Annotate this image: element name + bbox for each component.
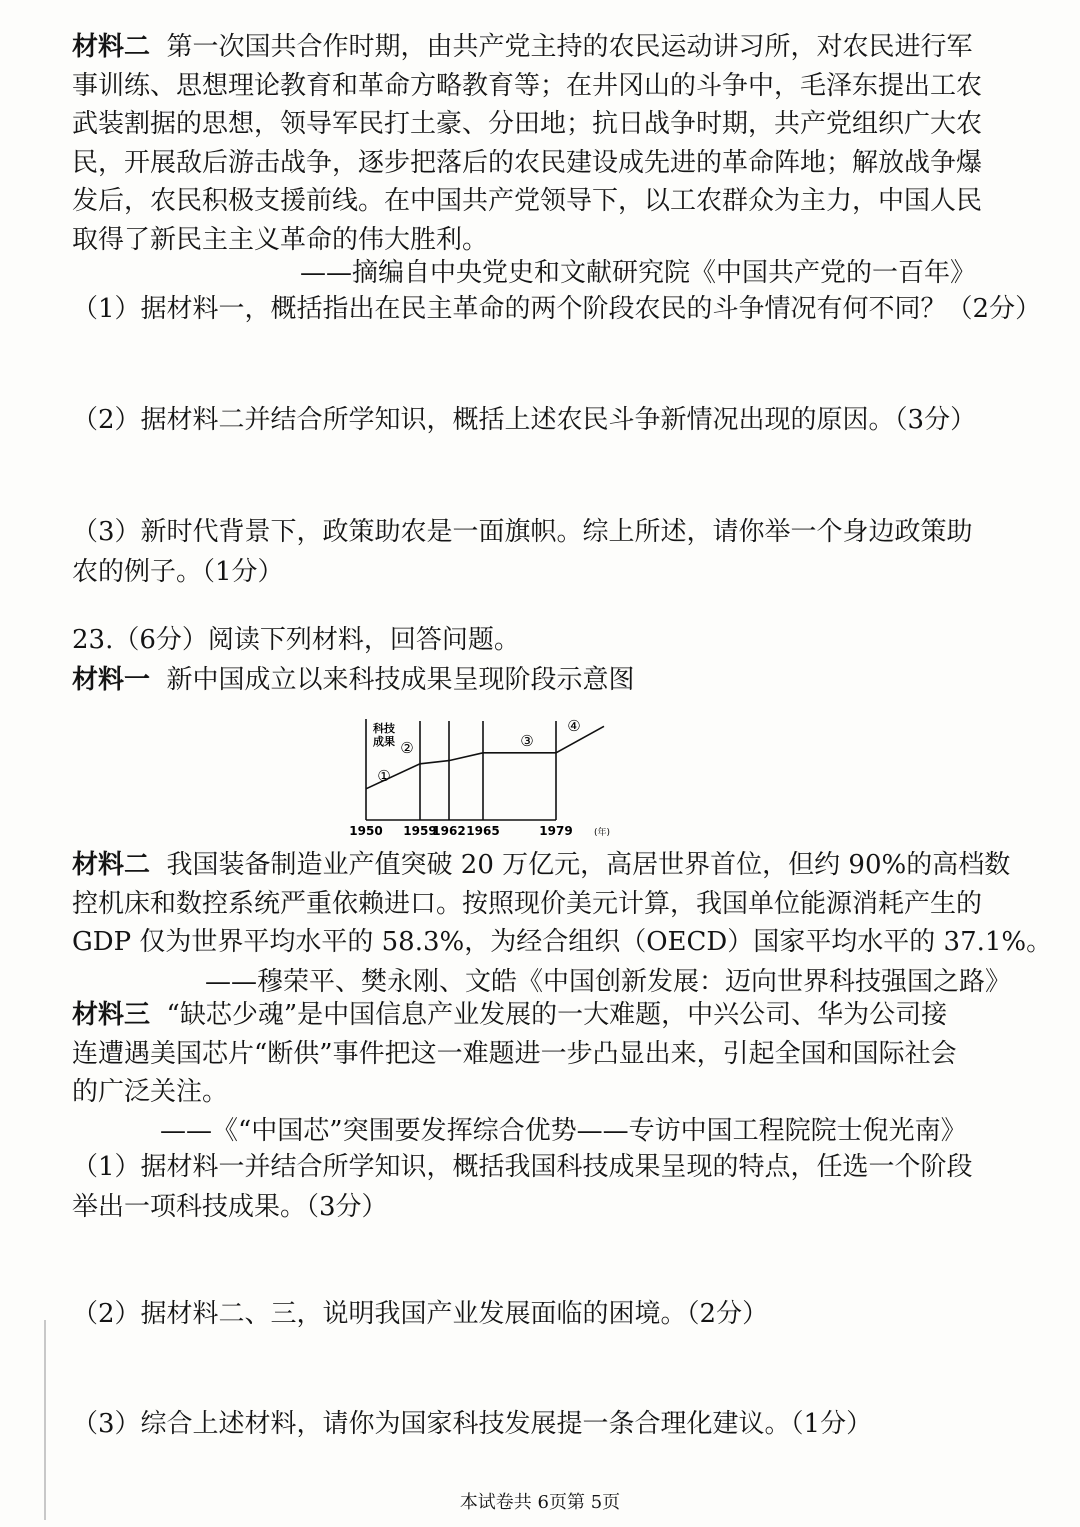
q23-question-1-line: 举出一项科技成果。（3分）: [72, 1192, 388, 1222]
chart-x-tick-label: 1965: [466, 824, 500, 838]
q23-material3-line: 连遭遇美国芯片“断供”事件把这一难题进一步凸显出来，引起全国和国际社会: [72, 1038, 957, 1069]
q22-material2-line: 第一次国共合作时期，由共产党主持的农民运动讲习所，对农民进行军: [166, 32, 973, 62]
chart-x-tick-label: 1979: [539, 824, 573, 838]
q23-material3-line: “缺芯少魂”是中国信息产业发展的一大难题，中兴公司、华为公司接: [166, 1000, 948, 1030]
q22-question-3-line: 农的例子。（1分）: [72, 557, 284, 587]
q23-material3-line: 的广泛关注。: [72, 1077, 229, 1107]
q22-question-2: （2）据材料二并结合所学知识，概括上述农民斗争新情况出现的原因。（3分）: [72, 405, 977, 435]
chart-series-line: [366, 726, 604, 789]
chart-x-tick-label: 1962: [432, 824, 466, 838]
q23-material2-line: 我国装备制造业产值突破 20 万亿元，高居世界首位，但约 90%的高档数: [166, 850, 1011, 880]
q23-material3: [72, 996, 1027, 1112]
q23-material2-label: 材料二: [72, 850, 151, 880]
q23-material2-line: 控机床和数控系统严重依赖进口。按照现价美元计算，我国单位能源消耗产生的: [72, 888, 983, 919]
chart-stage-label: ①: [377, 767, 391, 785]
q22-question-3-line: （3）新时代背景下，政策助农是一面旗帜。综上所述，请你举一个身边政策助: [72, 517, 973, 547]
q23-material1-label: 材料一: [72, 665, 151, 695]
q23-material2: [72, 846, 1053, 962]
q23-material3-source: ——《“中国芯”突围要发挥综合优势——专访中国工程院院士倪光南》: [160, 1116, 967, 1146]
q23-header: 23.（6分）阅读下列材料，回答问题。: [72, 625, 520, 655]
chart-ylabel-part: 成果: [373, 735, 395, 748]
tech-achievement-stage-chart: [322, 715, 622, 840]
page-footer: 本试卷共 6页第 5页: [459, 1492, 621, 1513]
q23-material1: [72, 660, 1032, 700]
q23-material2-line: GDP 仅为世界平均水平的 58.3%，为经合组织（OECD）国家平均水平的 37.1%。: [72, 927, 1053, 957]
q23-question-3: （3）综合上述材料，请你为国家科技发展提一条合理化建议。（1分）: [72, 1409, 873, 1439]
q22-material2-line: 武装割据的思想，领导军民打土豪、分田地；抗日战争时期，共产党组织广大农: [72, 109, 983, 139]
q23-material2-source: ——穆荣平、樊永刚、文皓《中国创新发展：迈向世界科技强国之路》: [205, 967, 1012, 997]
q22-material2-line: 发后，农民积极支援前线。在中国共产党领导下，以工农群众为主力，中国人民: [72, 186, 983, 216]
q22-material2-label: 材料二: [72, 32, 151, 62]
q22-question-1: （1）据材料一，概括指出在民主革命的两个阶段农民的斗争情况有何不同？（2分）: [72, 294, 1042, 324]
q22-material2: [72, 28, 1027, 259]
chart-x-tick-label: 1959: [403, 824, 437, 838]
chart-stage-label: ③: [520, 732, 534, 750]
chart-stage-label: ④: [567, 717, 581, 735]
q22-material2-line: 事训练、思想理论教育和革命方略教育等；在井冈山的斗争中，毛泽东提出工农: [72, 70, 983, 101]
chart-ylabel-part: 科技: [373, 722, 395, 735]
chart-x-unit: (年): [593, 828, 611, 838]
q23-material1-title: 新中国成立以来科技成果呈现阶段示意图: [166, 665, 635, 695]
q22-material2-line: 民，开展敌后游击战争，逐步把落后的农民建设成先进的革命阵地；解放战争爆: [72, 147, 983, 178]
q22-material2-line: 取得了新民主主义革命的伟大胜利。: [72, 224, 489, 255]
q22-question-3: [72, 512, 1032, 592]
chart-stage-label: ②: [400, 739, 414, 757]
chart-marks: [366, 726, 604, 789]
q22-material2-source: ——摘编自中央党史和文献研究院《中国共产党的一百年》: [300, 258, 977, 288]
q23-question-1-line: （1）据材料一并结合所学知识，概括我国科技成果呈现的特点，任选一个阶段: [72, 1152, 973, 1182]
q23-question-1: [72, 1147, 1032, 1227]
q23-material3-label: 材料三: [72, 1000, 151, 1030]
q23-question-2: （2）据材料二、三，说明我国产业发展面临的困境。（2分）: [72, 1299, 769, 1329]
chart-x-tick-label: 1950: [349, 824, 383, 838]
